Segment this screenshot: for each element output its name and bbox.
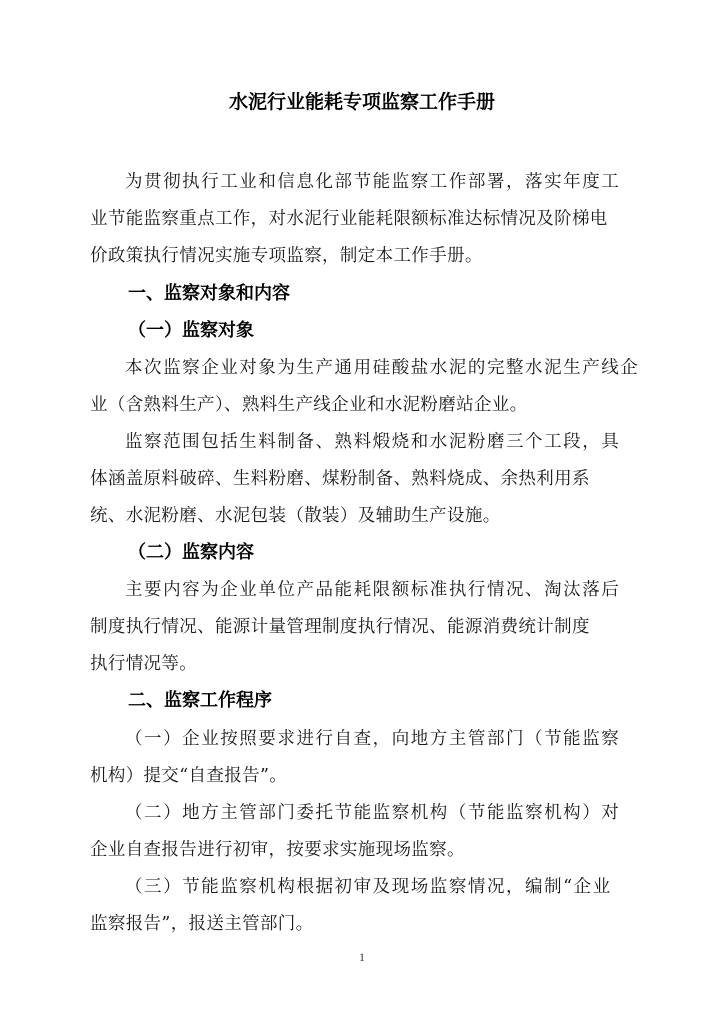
intro-line-2: 业节能监察重点工作，对水泥行业能耗限额标准达标情况及阶梯电 [90,209,608,229]
sub-1-para-1-line-2: 业（含熟料生产）、熟料生产线企业和水泥粉磨站企业。 [90,395,528,415]
sub-2-para-line-2: 制度执行情况、能源计量管理制度执行情况、能源消费统计制度 [90,617,590,637]
section-2-item-1-line-1: （一）企业按照要求进行自查，向地方主管部门（节能监察 [125,729,621,749]
sub-1-para-1-line-1: 本次监察企业对象为生产通用硅酸盐水泥的完整水泥生产线企 [125,358,640,378]
section-1-sub-2-heading: （二）监察内容 [128,542,254,563]
section-2-item-1-line-2: 机构）提交“自查报告”。 [90,766,288,786]
page-number: 1 [359,950,365,964]
sub-2-para-line-1: 主要内容为企业单位产品能耗限额标准执行情况、淘汰落后 [125,580,621,600]
intro-line-3: 价政策执行情况实施专项监察，制定本工作手册。 [90,246,483,266]
document-title: 水泥行业能耗专项监察工作手册 [228,91,495,113]
section-2-item-3-line-2: 监察报告”，报送主管部门。 [90,914,314,934]
intro-line-1: 为贯彻执行工业和信息化部节能监察工作部署，落实年度工 [125,172,621,192]
section-2-item-2-line-2: 企业自查报告进行初审，按要求实施现场监察。 [90,840,465,860]
section-2-item-3-line-1: （三）节能监察机构根据初审及现场监察情况，编制“企业 [125,877,612,897]
section-2-heading: 二、监察工作程序 [128,690,272,711]
section-1-sub-1-heading: （一）监察对象 [128,320,254,341]
sub-1-para-2-line-3: 统、水泥粉磨、水泥包装（散装）及辅助生产设施。 [90,506,501,526]
section-1-heading: 一、监察对象和内容 [128,283,290,304]
section-2-item-2-line-1: （二）地方主管部门委托节能监察机构（节能监察机构）对 [125,803,621,823]
sub-2-para-line-3: 执行情况等。 [90,654,198,674]
sub-1-para-2-line-1: 监察范围包括生料制备、熟料煅烧和水泥粉磨三个工段，具 [125,432,621,452]
sub-1-para-2-line-2: 体涵盖原料破碎、生料粉磨、煤粉制备、熟料烧成、余热利用系 [90,469,590,489]
